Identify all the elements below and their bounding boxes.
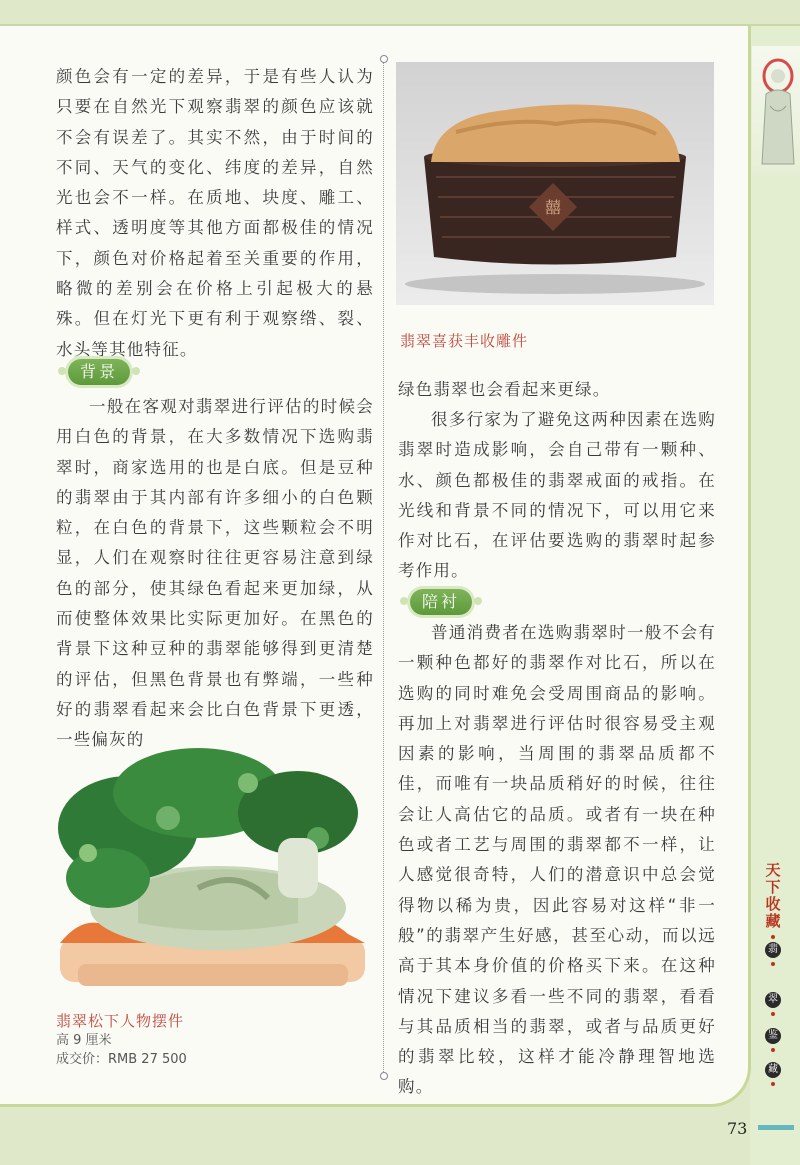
sidebar-dot-1 <box>771 935 775 939</box>
right-paragraph-1: 绿色翡翠也会看起来更绿。 <box>398 380 611 399</box>
series-title-vertical <box>762 862 784 930</box>
sidebar-dot-3 <box>771 1012 775 1016</box>
top-band <box>0 0 800 26</box>
left-photo-price: 成交价：RMB 27 500 <box>56 1052 187 1067</box>
sidebar-char-3: 鉴 <box>765 1028 781 1044</box>
sidebar-dot-2 <box>771 962 775 966</box>
column-divider <box>383 62 384 1074</box>
left-paragraph-1: 颜色会有一定的差异，于是有些人认为只要在自然光下观察翡翠的颜色应该就不会有误差了。其实不然，由于时间的不同、天气的变化、纬度的差异，自然光也会不一样。在质地、块度、雕工、样式、透明度等其他方面都极佳的情况下，颜色对价格起着至关重要的作用，略微的差别会在价格上引起极大的悬殊。但在灯光下更有利于观察绺、裂、水头等其他特征。 <box>56 67 374 359</box>
page-number-bar <box>758 1125 794 1130</box>
right-photo-caption: 翡翠喜获丰收雕件 <box>400 332 529 350</box>
right-paragraph-2: 很多行家为了避免这两种因素在选购翡翠时造成影响，会自己带有一颗种、水、颜色都极佳的翡翠戒面的戒指。在光线和背景不同的情况下，可以用它来作对比石，在评估要选购的翡翠时起参考作用。 <box>398 410 716 581</box>
divider-bottom-dot <box>380 1072 388 1080</box>
sidebar-char-4: 藏 <box>765 1062 781 1078</box>
sidebar-char-1: 翡 <box>765 942 781 958</box>
sidebar-dot-5 <box>771 1082 775 1086</box>
left-paragraph-2: 一般在客观对翡翠进行评估的时候会用白色的背景，在大多数情况下选购翡翠时，商家选用的也是白底。但是豆种的翡翠由于其内部有许多细小的白色颗粒，在白色的背景下，这些颗粒会不明显，人们在观察时往往更容易注意到绿色的部分，使其绿色看起来更加绿，从而使整体效果比实际更加好。在黑色的背景下这种豆种的翡翠能够得到更清楚的评估，但黑色背景也有弊端，一些种好的翡翠看起来会比白色背景下更透，一些偏灰的 <box>56 397 374 750</box>
right-paragraph-3: 普通消费者在选购翡翠时一般不会有一颗种色都好的翡翠作对比石，所以在选购的同时难免会受周围商品的影响。再加上对翡翠进行评估时很容易受主观因素的影响，当周围的翡翠品质都不佳，而唯有一块品质稍好的时候，往往会让人高估它的品质。或者有一块在种色或者工艺与周围的翡翠都不一样，让人感觉很奇特，人们的潜意识中总会觉得物以稀为贵，因此容易对这样“非一般”的翡翠产生好感，甚至心动，而以远高于其本身价值的价格买下来。在这种情况下建议多看一些不同的翡翠，看看与其品质相当的翡翠，或者与品质更好的翡翠比较，这样才能冷静理智地选购。 <box>398 623 716 1097</box>
jade-pine-figure-carving-image <box>48 738 373 1000</box>
jade-harvest-basket-carving-image <box>396 62 714 305</box>
sidebar-dot-4 <box>771 1048 775 1052</box>
thumbnail-figure-image <box>752 46 800 174</box>
divider-top-dot <box>380 55 388 63</box>
series-title: 天下收藏 <box>765 861 781 930</box>
left-photo-caption: 翡翠松下人物摆件 <box>56 1012 185 1030</box>
heading-background: 背景 <box>68 359 130 385</box>
left-photo-height: 高 9 厘米 <box>56 1033 112 1048</box>
heading-contrast: 陪衬 <box>410 589 472 615</box>
sidebar-char-2: 翠 <box>765 992 781 1008</box>
page-number: 73 <box>727 1119 748 1138</box>
svg-text:囍: 囍 <box>544 198 562 217</box>
